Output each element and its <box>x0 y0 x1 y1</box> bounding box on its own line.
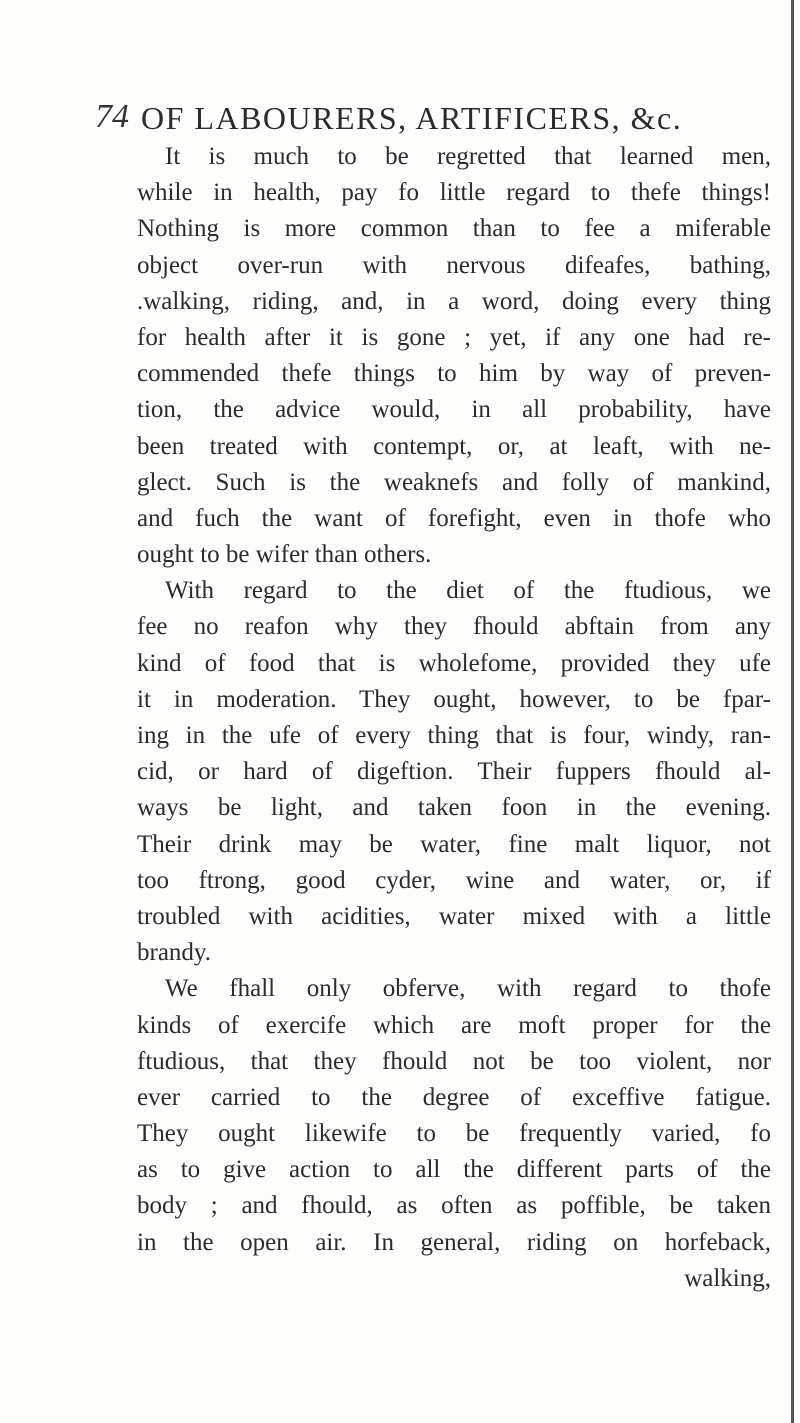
running-head: OF LABOURERS, ARTIFICERS, &c. <box>141 100 683 136</box>
text-line: as to give action to all the different parts of the <box>137 1156 771 1184</box>
text-line: tion, the advice would, in all probability, have <box>137 396 771 424</box>
text-line: commended thefe things to him by way of preven- <box>137 360 771 388</box>
page-edge-border <box>791 0 794 1423</box>
page-number: 74 <box>95 98 129 135</box>
text-line: ing in the ufe of every thing that is four, windy, ran- <box>137 722 771 749</box>
text-line: We fhall only obferve, with regard to thofe <box>165 975 771 1003</box>
text-line: troubled with acidities, water mixed with a little <box>137 902 771 930</box>
text-line: for health after it is gone ; yet, if any one had re- <box>137 323 771 351</box>
text-line: been treated with contempt, or, at leaft, with ne- <box>137 432 771 460</box>
text-line: brandy. <box>137 939 212 967</box>
text-line: kind of food that is wholefome, provided they ufe <box>137 649 771 677</box>
text-line: .walking, riding, and, in a word, doing every thing <box>137 287 771 315</box>
body-text <box>137 139 771 1297</box>
text-line: fee no reafon why they fhould abftain from any <box>137 613 771 641</box>
text-line: cid, or hard of digeftion. Their fuppers fhould al- <box>137 758 771 786</box>
text-line: Their drink may be water, fine malt liquor, not <box>137 830 771 858</box>
text-line: ever carried to the degree of exceffive fatigue. <box>137 1083 771 1111</box>
text-line: too ftrong, good cyder, wine and water, or, if <box>137 866 771 894</box>
text-line: and fuch the want of forefight, even in thofe who <box>137 504 771 532</box>
text-line: ways be light, and taken foon in the evening. <box>137 794 771 822</box>
text-line: glect. Such is the weaknefs and folly of mankind, <box>137 468 771 496</box>
text-line: It is much to be regretted that learned men, <box>165 143 771 170</box>
text-line: With regard to the diet of the ftudious, we <box>165 577 771 605</box>
text-line: object over-run with nervous difeafes, bathing, <box>137 251 771 279</box>
text-line: ought to be wifer than others. <box>137 541 432 569</box>
text-line: it in moderation. They ought, however, to be fpar- <box>137 685 771 713</box>
text-line: body ; and fhould, as often as poffible, be taken <box>137 1192 771 1220</box>
text-line: while in health, pay fo little regard to thefe things! <box>137 179 771 207</box>
text-line: They ought likewife to be frequently varied, fo <box>137 1120 771 1148</box>
text-line: kinds of exercife which are moft proper for the <box>137 1011 771 1039</box>
catchword: walking, <box>684 1264 771 1292</box>
text-line: in the open air. In general, riding on horfeback, <box>137 1228 771 1256</box>
text-line: Nothing is more common than to fee a miferable <box>137 215 771 243</box>
text-line: ftudious, that they fhould not be too violent, nor <box>137 1047 771 1075</box>
